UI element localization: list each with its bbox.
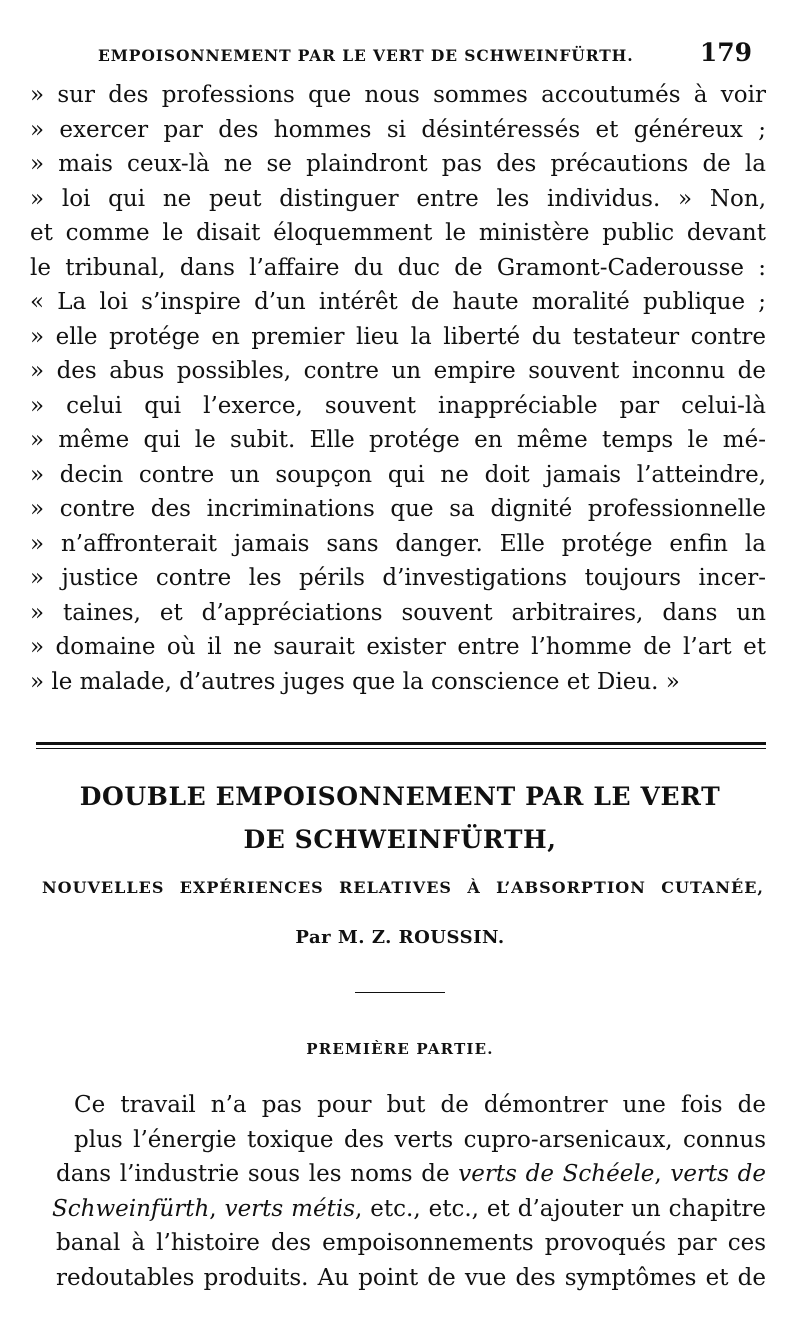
body-text-run: dans l’industrie sous les noms de	[56, 1161, 459, 1187]
body-line	[56, 1157, 766, 1192]
quote-line: » contre des incriminations que sa dignité professionnelle	[30, 496, 766, 522]
body-text	[52, 1088, 767, 1295]
article-title-line-1: DOUBLE EMPOISONNEMENT PAR LE VERT	[79, 782, 721, 811]
body-line: Ce travail n’a pas pour but de démontrer une fois de	[74, 1092, 766, 1118]
quote-line: » justice contre les périls d’investigations toujours incer-	[30, 565, 766, 591]
quote-line: » même qui le subit. Elle protége en même temps le mé-	[30, 427, 766, 453]
page-number: 179	[699, 38, 752, 67]
quote-line: le tribunal, dans l’affaire du duc de Gramont-Caderousse :	[30, 254, 766, 281]
body-text-run: ,	[654, 1161, 671, 1187]
italic-term: verts de	[670, 1161, 767, 1187]
body-line: redoutables produits. Au point de vue des symptômes et de	[56, 1264, 766, 1291]
quote-line: » loi qui ne peut distinguer entre les individus. » Non,	[30, 185, 766, 212]
body-line: plus l’énergie toxique des verts cupro-arsenicaux, connus	[74, 1126, 766, 1153]
quote-line: » elle protége en premier lieu la liberté du testateur contre	[30, 323, 766, 350]
section-heading: PREMIÈRE PARTIE.	[306, 1040, 494, 1058]
quote-line: » celui qui l’exerce, souvent inappréciable par celui-là	[30, 392, 766, 419]
quote-line: et comme le disait éloquemment le ministère public devant	[30, 220, 766, 246]
quote-block	[30, 78, 766, 699]
author-byline: Par M. Z. ROUSSIN.	[295, 927, 505, 948]
article-title-line-2: DE SCHWEINFÜRTH,	[243, 825, 557, 854]
quote-line: » le malade, d’autres juges que la conscience et Dieu. »	[30, 668, 680, 695]
quote-line: » mais ceux-là ne se plaindront pas des précautions de la	[30, 151, 766, 177]
body-line: banal à l’histoire des empoisonnements provoqués par ces	[56, 1230, 766, 1256]
article-subtitle: NOUVELLES EXPÉRIENCES RELATIVES À L’ABSORPTION CUTANÉE,	[42, 878, 764, 897]
section-divider-thin	[36, 748, 766, 749]
section-divider-thick	[36, 742, 766, 745]
quote-line: » decin contre un soupçon qui ne doit jamais l’atteindre,	[30, 461, 766, 488]
short-separator-rule	[355, 992, 445, 993]
quote-line: » domaine où il ne saurait exister entre l’homme de l’art et	[30, 634, 766, 660]
quote-line: » des abus possibles, contre un empire souvent inconnu de	[30, 358, 766, 384]
body-line	[52, 1192, 766, 1227]
quote-line: » exercer par des hommes si désintéressés et généreux ;	[30, 116, 766, 143]
quote-line: » taines, et d’appréciations souvent arbitraires, dans un	[30, 599, 766, 626]
quote-line: » sur des professions que nous sommes accoutumés à voir	[30, 82, 766, 108]
italic-term: Schweinfürth	[52, 1195, 210, 1222]
italic-term: verts métis	[224, 1195, 356, 1222]
quote-line: « La loi s’inspire d’un intérêt de haute moralité publique ;	[30, 289, 766, 315]
body-text-run: , etc., etc., et d’ajouter un chapitre	[355, 1195, 767, 1222]
running-title: EMPOISONNEMENT PAR LE VERT DE SCHWEINFÜRTH.	[98, 46, 634, 65]
italic-term: verts de Schéele	[458, 1161, 655, 1187]
running-head	[50, 38, 752, 68]
quote-line: » n’affronterait jamais sans danger. Elle protége enfin la	[30, 530, 766, 557]
body-text-run: ,	[209, 1195, 225, 1222]
